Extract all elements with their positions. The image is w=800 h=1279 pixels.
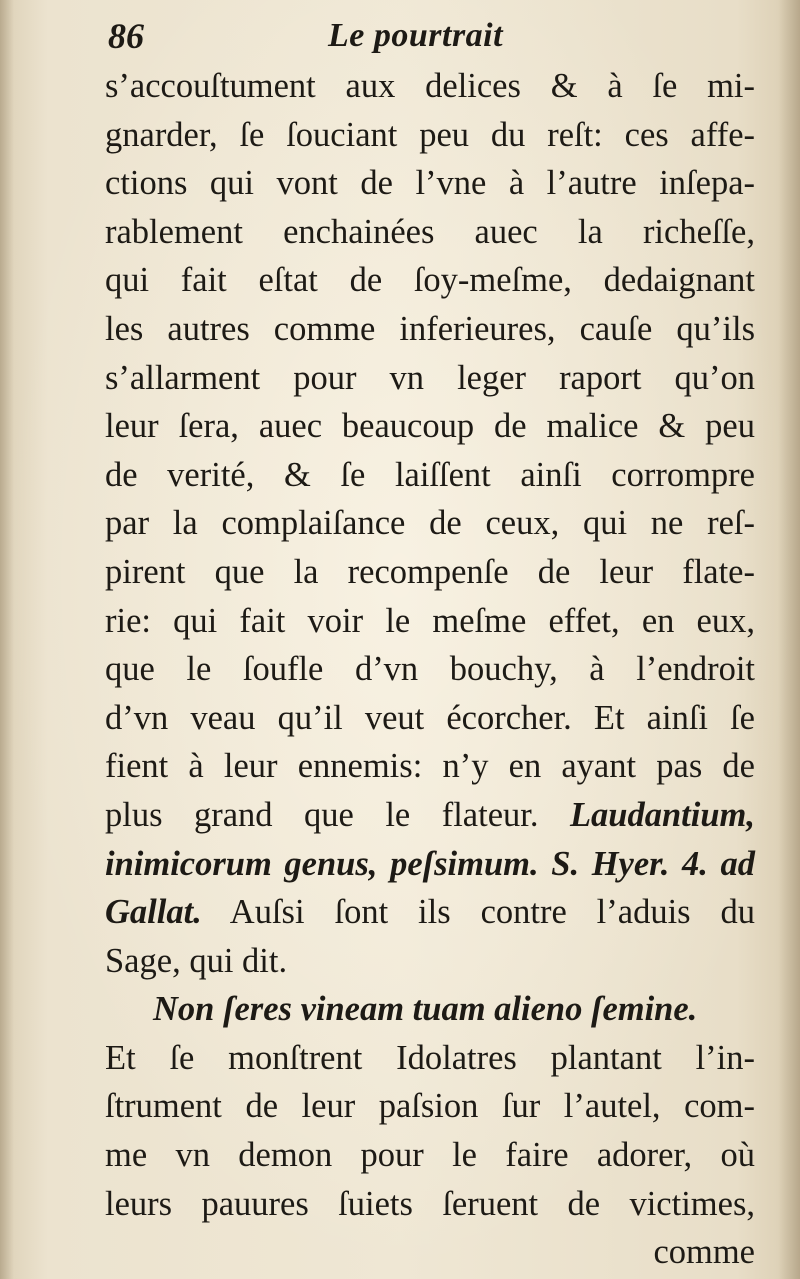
text-line: rablement enchainées auec la richeſſe, (105, 212, 755, 251)
latin-quotation (105, 985, 755, 1034)
text-line: leur ſera, auec beaucoup de malice & peu (105, 407, 755, 446)
text-line-with-citation (105, 791, 755, 840)
text-line: que le ſoufle d’vn bouchy, à l’endroit (105, 650, 755, 689)
text-line: de verité, & ſe laiſſent ainſi corrompre (105, 455, 755, 494)
citation-line (105, 840, 755, 889)
latin-quotation-text: Non ſeres vineam tuam alieno ſemine. (153, 990, 698, 1029)
text-line: par la complaiſance de ceux, qui ne reſ- (105, 504, 755, 543)
roman-text: plus grand que le flateur. (105, 795, 570, 834)
text-line: fient à leur ennemis: n’y en ayant pas de (105, 747, 755, 786)
latin-citation: inimicorum genus, peſsimum. S. Hyer. 4. ad (105, 844, 755, 883)
latin-citation: Gallat. (105, 893, 202, 932)
running-head: Le pourtrait (328, 17, 504, 54)
page-number: 86 (108, 16, 144, 56)
text-line: les autres comme inferieures, cauſe qu’ils (105, 309, 755, 348)
text-line: pirent que la recompenſe de leur flate- (105, 552, 755, 591)
text-line: ctions qui vont de l’vne à l’autre inſepa- (105, 164, 755, 203)
text-line: qui fait eſtat de ſoy-meſme, dedaignant (105, 261, 755, 300)
text-line: leurs pauures ſuiets ſeruent de victimes, (105, 1184, 755, 1223)
text-line: Sage, qui dit. (105, 941, 288, 980)
text-line: rie: qui fait voir le meſme effet, en eux, (105, 601, 755, 640)
catchword: comme (653, 1233, 755, 1272)
text-line: gnarder, ſe ſouciant peu du reſt: ces affe- (105, 115, 755, 154)
roman-text: Auſsi ſont ils contre l’aduis du (201, 893, 755, 932)
text-line: ſtrument de leur paſsion ſur l’autel, com- (105, 1087, 755, 1126)
body-text (105, 62, 755, 1277)
text-line: Et ſe monſtrent Idolatres plantant l’in- (105, 1038, 755, 1077)
text-line: s’allarment pour vn leger raport qu’on (105, 358, 755, 397)
text-line: me vn demon pour le faire adorer, où (105, 1136, 755, 1175)
latin-citation: Laudantium, (569, 795, 755, 834)
page-left-edge-shadow (0, 0, 14, 1279)
text-line-with-citation (105, 888, 755, 937)
text-line: s’accouſtument aux delices & à ſe mi- (105, 67, 755, 105)
text-line: d’vn veau qu’il veut écorcher. Et ainſi ſe (105, 698, 755, 737)
page-header (108, 14, 528, 62)
page-right-edge-shadow (778, 0, 800, 1279)
